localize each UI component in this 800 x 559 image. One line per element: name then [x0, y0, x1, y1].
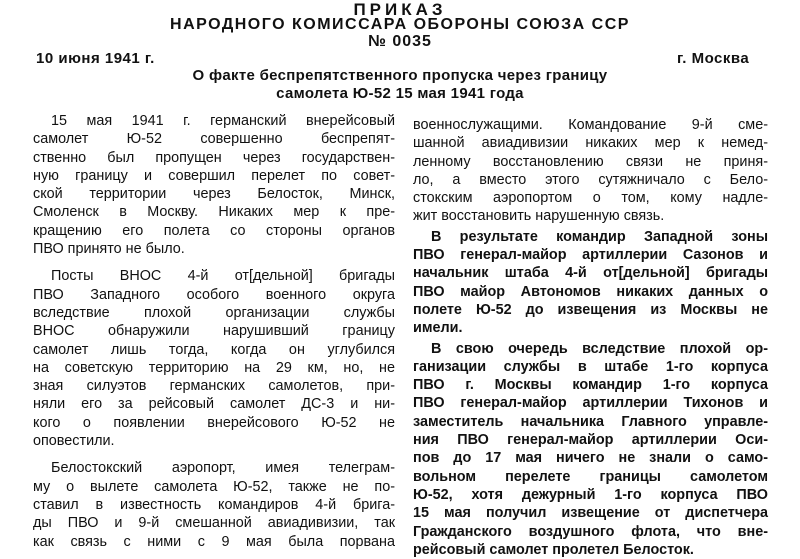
- text-line: Посты ВНОС 4-й от[дельной] бригады: [51, 268, 395, 285]
- text-line: ганизации службы в штабе 1-го корпуса: [413, 358, 768, 375]
- text-line: ПВО майор Автономов никаких данных о: [413, 283, 768, 300]
- text-line: ПВО генерал-майор артиллерии Тихонов и: [413, 395, 768, 412]
- text-line: ды ПВО и 9-й смешанной авиадивизии, так: [33, 515, 395, 532]
- text-line: В свою очередь вследствие плохой ор-: [431, 340, 768, 357]
- paragraph: [33, 459, 395, 550]
- text-line: няли его за рейсовый самолет ДС-3 и ни-: [33, 396, 395, 413]
- text-line: ской территории через Белосток, Минск,: [33, 186, 395, 203]
- text-line: ставил в известность командиров 4-й брига-: [33, 496, 395, 513]
- text-line: военнослужащими. Командование 9-й сме-: [413, 117, 768, 133]
- text-line: жит восстановить нарушенную связь.: [413, 208, 665, 225]
- paragraph: [413, 116, 768, 226]
- text-line: ПВО генерал-майор артиллерии Сазонов и: [413, 247, 768, 264]
- issuer-line: НАРОДНОГО КОМИССАРА ОБОРОНЫ СОЮЗА ССР: [170, 16, 630, 33]
- text-line: вольном перелете границы самолетом: [413, 468, 768, 485]
- text-line: В результате командир Западной зоны: [431, 228, 768, 245]
- order-subject: [0, 67, 800, 103]
- text-line: кращению его полета со стороны органов: [33, 222, 395, 239]
- paragraph: [413, 228, 768, 338]
- text-line: на советскую территорию на 29 км, но, не: [33, 359, 395, 376]
- text-line: му о вылете самолета Ю-52, также не по-: [33, 478, 395, 495]
- text-line: ленному восстановлению связи не приня-: [413, 153, 768, 170]
- right-column: [413, 116, 768, 559]
- text-line: ную границу и совершил перелет по совет-: [33, 167, 395, 184]
- text-line: ПВО Западного особого военного округа: [33, 286, 395, 303]
- paragraph: [413, 340, 768, 559]
- text-line: Гражданского воздушного флота, что вне-: [413, 523, 768, 540]
- subject-line: О факте беспрепятственного пропуска через границу: [192, 67, 608, 84]
- text-line: имели.: [413, 320, 463, 337]
- order-place: г. Москва: [677, 50, 750, 67]
- subject-line: самолета Ю-52 15 мая 1941 года: [276, 85, 524, 102]
- text-line: начальник штаба 4-й от[дельной] бригады: [413, 265, 768, 282]
- text-line: пов до 17 мая ничего не знали о само-: [413, 450, 768, 467]
- text-line: Белостокский аэропорт, имея телеграм-: [51, 460, 395, 477]
- order-date: 10 июня 1941 г.: [36, 50, 155, 67]
- paragraph: [33, 112, 395, 258]
- text-line: ло, а вместо этого сутяжничало с Бело-: [413, 171, 768, 188]
- text-line: стокским аэропортом о том, кому надле-: [413, 190, 768, 207]
- paragraph: [33, 267, 395, 450]
- text-line: самолет лишь тогда, когда он углубился: [33, 341, 395, 358]
- text-line: шанной авиадивизии никаких мер к немед-: [413, 135, 768, 152]
- text-line: ПВО принято не было.: [33, 241, 185, 258]
- text-line: 15 мая получил извещение от диспетчера: [413, 505, 768, 522]
- text-line: Ю-52, хотя дежурный 1-го корпуса ПВО: [413, 486, 768, 503]
- text-line: самолет Ю-52 совершенно беспрепят-: [33, 131, 395, 148]
- text-line: ственно был пропущен через государствен-: [33, 149, 395, 166]
- text-line: ПВО г. Москвы командир 1-го корпуса: [413, 377, 768, 394]
- text-line: полете Ю-52 до извещения из Москвы не: [413, 301, 768, 318]
- order-number: № 0035: [368, 33, 432, 50]
- text-line: как связь с ними с 9 мая была порвана: [33, 533, 395, 550]
- text-line: рейсовый самолет пролетел Белосток.: [413, 541, 694, 558]
- document-title: ПРИКАЗ: [353, 0, 447, 19]
- text-line: 15 мая 1941 г. германский внерейсовый: [51, 113, 395, 129]
- text-line: кого о появлении внерейсового Ю-52 не: [33, 414, 395, 431]
- text-line: оповестили.: [33, 433, 115, 450]
- text-line: ния ПВО генерал-майор артиллерии Оси-: [413, 432, 768, 449]
- text-line: Смоленск в Москву. Никаких мер к пре-: [33, 204, 395, 221]
- text-line: вследствие плохой организации службы: [33, 304, 395, 321]
- left-column: [33, 112, 395, 551]
- text-line: ВНОС обнаружили нарушивший границу: [33, 323, 395, 340]
- text-line: заместитель начальника Главного управле-: [413, 413, 768, 430]
- text-line: зная силуэтов германских самолетов, при-: [33, 378, 395, 395]
